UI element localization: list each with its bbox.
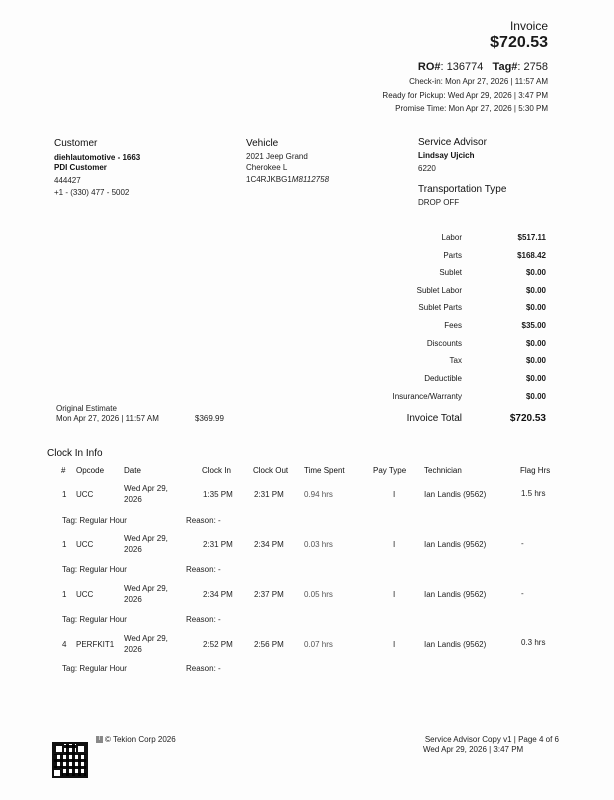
printed-time: Wed Apr 29, 2026 | 3:47 PM bbox=[423, 745, 524, 754]
col-header-technician: Technician bbox=[424, 466, 462, 475]
row-reason bbox=[186, 565, 221, 574]
promise-time: Promise Time: Mon Apr 27, 2026 | 5:30 PM bbox=[395, 104, 548, 113]
summary-label: Sublet Labor bbox=[416, 286, 462, 295]
original-estimate-date: Mon Apr 27, 2026 | 11:57 AM bbox=[56, 414, 159, 423]
row-flag-hrs: - bbox=[521, 539, 524, 548]
row-time-spent: 0.94 hrs bbox=[304, 490, 333, 499]
invoice-total-value: $720.53 bbox=[509, 413, 546, 424]
reason-value: - bbox=[218, 615, 221, 624]
row-time-spent: 0.03 hrs bbox=[304, 540, 333, 549]
row-clock-out: 2:34 PM bbox=[254, 540, 284, 549]
qr-corner-icon bbox=[52, 768, 62, 778]
row-flag-hrs: - bbox=[521, 589, 524, 598]
row-technician: Ian Landis (9562) bbox=[424, 540, 487, 549]
tag-label: Tag: bbox=[62, 516, 78, 525]
row-time-spent: 0.05 hrs bbox=[304, 590, 333, 599]
row-date-year: 2026 bbox=[124, 645, 142, 654]
row-reason bbox=[186, 664, 221, 673]
row-date: Wed Apr 29, bbox=[124, 484, 168, 493]
summary-label: Deductible bbox=[424, 374, 462, 383]
advisor-id: 6220 bbox=[418, 164, 436, 173]
reason-value: - bbox=[218, 516, 221, 525]
summary-value: $517.11 bbox=[517, 233, 546, 242]
row-tag bbox=[62, 565, 127, 574]
customer-type: PDI Customer bbox=[54, 163, 107, 172]
checkin-time: Check-in: Mon Apr 27, 2026 | 11:57 AM bbox=[409, 77, 548, 86]
row-time-spent: 0.07 hrs bbox=[304, 640, 333, 649]
row-date-year: 2026 bbox=[124, 595, 142, 604]
tekion-logo-icon: T bbox=[97, 736, 102, 742]
row-date: Wed Apr 29, bbox=[124, 534, 168, 543]
row-num: 4 bbox=[62, 640, 67, 649]
row-date-year: 2026 bbox=[124, 545, 142, 554]
row-clock-out: 2:31 PM bbox=[254, 490, 284, 499]
col-header-time-spent: Time Spent bbox=[304, 466, 345, 475]
tag-value: Regular Hour bbox=[79, 615, 127, 624]
reason-label: Reason: bbox=[186, 516, 216, 525]
summary-value: $0.00 bbox=[525, 374, 546, 383]
transport-value: DROP OFF bbox=[418, 198, 460, 207]
summary-value: $0.00 bbox=[525, 286, 546, 295]
invoice-total-label: Invoice Total bbox=[406, 413, 462, 424]
customer-phone: +1 - (330) 477 - 5002 bbox=[54, 188, 130, 197]
row-flag-hrs: 1.5 hrs bbox=[521, 489, 546, 498]
col-header-clock-in: Clock In bbox=[202, 466, 231, 475]
ro-number: : 136774 bbox=[440, 61, 484, 73]
summary-value: $0.00 bbox=[525, 339, 546, 348]
row-num: 1 bbox=[62, 590, 67, 599]
col-header-num: # bbox=[61, 466, 66, 475]
row-clock-in: 2:31 PM bbox=[203, 540, 233, 549]
row-technician: Ian Landis (9562) bbox=[424, 640, 487, 649]
row-clock-out: 2:56 PM bbox=[254, 640, 284, 649]
row-pay-type: I bbox=[393, 540, 396, 549]
row-opcode: PERFKIT1 bbox=[76, 640, 115, 649]
col-header-opcode: Opcode bbox=[76, 466, 105, 475]
ro-label: RO# bbox=[417, 61, 441, 73]
advisor-name: Lindsay Ujcich bbox=[418, 151, 475, 160]
row-tag bbox=[62, 664, 127, 673]
tag-number: : 2758 bbox=[517, 61, 548, 73]
row-reason bbox=[186, 516, 221, 525]
row-date-year: 2026 bbox=[124, 495, 142, 504]
summary-value: $0.00 bbox=[525, 303, 546, 312]
summary-label: Tax bbox=[449, 356, 462, 365]
summary-label: Sublet bbox=[439, 268, 462, 277]
ready-time: Ready for Pickup: Wed Apr 29, 2026 | 3:47 PM bbox=[382, 91, 548, 100]
row-date: Wed Apr 29, bbox=[124, 584, 168, 593]
header-total: $720.53 bbox=[490, 34, 548, 51]
tag-value: Regular Hour bbox=[79, 565, 127, 574]
tag-label: Tag# bbox=[492, 61, 518, 73]
copyright: © Tekion Corp 2026 bbox=[105, 735, 176, 744]
summary-label: Discounts bbox=[426, 339, 462, 348]
row-num: 1 bbox=[62, 490, 67, 499]
row-pay-type: I bbox=[393, 490, 396, 499]
tag-value: Regular Hour bbox=[79, 664, 127, 673]
vehicle-heading: Vehicle bbox=[246, 138, 279, 149]
row-num: 1 bbox=[62, 540, 67, 549]
summary-label: Parts bbox=[443, 251, 462, 260]
vehicle-model: 2021 Jeep Grand bbox=[246, 152, 308, 161]
advisor-heading: Service Advisor bbox=[418, 137, 487, 148]
summary-value: $35.00 bbox=[521, 321, 546, 330]
col-header-clock-out: Clock Out bbox=[253, 466, 289, 475]
row-reason bbox=[186, 615, 221, 624]
row-opcode: UCC bbox=[76, 590, 94, 599]
row-technician: Ian Landis (9562) bbox=[424, 490, 487, 499]
reason-value: - bbox=[218, 565, 221, 574]
ro-tag-line bbox=[418, 61, 548, 73]
summary-value: $168.42 bbox=[517, 251, 546, 260]
row-pay-type: I bbox=[393, 640, 396, 649]
vin-suffix: M8112758 bbox=[291, 175, 330, 184]
original-estimate-amount: $369.99 bbox=[195, 414, 224, 423]
col-header-flag-hrs: Flag Hrs bbox=[520, 466, 551, 475]
reason-label: Reason: bbox=[186, 565, 216, 574]
row-clock-in: 2:52 PM bbox=[203, 640, 233, 649]
row-flag-hrs: 0.3 hrs bbox=[521, 638, 546, 647]
vehicle-vin bbox=[246, 175, 329, 184]
customer-name: diehlautomotive - 1663 bbox=[54, 153, 141, 162]
row-tag bbox=[62, 615, 127, 624]
summary-value: $0.00 bbox=[525, 392, 546, 401]
row-date: Wed Apr 29, bbox=[124, 634, 168, 643]
copy-info: Service Advisor Copy v1 | Page 4 of 6 bbox=[424, 735, 559, 744]
transport-heading: Transportation Type bbox=[418, 184, 507, 195]
row-clock-in: 1:35 PM bbox=[203, 490, 233, 499]
col-header-pay-type: Pay Type bbox=[373, 466, 407, 475]
tag-label: Tag: bbox=[62, 664, 78, 673]
reason-label: Reason: bbox=[186, 615, 216, 624]
customer-heading: Customer bbox=[54, 138, 98, 149]
tag-label: Tag: bbox=[62, 615, 78, 624]
col-header-date: Date bbox=[124, 466, 141, 475]
reason-label: Reason: bbox=[186, 664, 216, 673]
row-pay-type: I bbox=[393, 590, 396, 599]
summary-label: Insurance/Warranty bbox=[392, 392, 462, 401]
tag-value: Regular Hour bbox=[79, 516, 127, 525]
vin-prefix: 1C4RJKBG1 bbox=[246, 175, 292, 184]
row-opcode: UCC bbox=[76, 490, 94, 499]
row-opcode: UCC bbox=[76, 540, 94, 549]
tag-label: Tag: bbox=[62, 565, 78, 574]
original-estimate-label: Original Estimate bbox=[56, 404, 117, 413]
clock-in-heading: Clock In Info bbox=[47, 448, 103, 459]
row-clock-out: 2:37 PM bbox=[254, 590, 284, 599]
row-clock-in: 2:34 PM bbox=[203, 590, 233, 599]
row-technician: Ian Landis (9562) bbox=[424, 590, 487, 599]
summary-label: Sublet Parts bbox=[418, 303, 462, 312]
summary-label: Labor bbox=[441, 233, 462, 242]
vehicle-model-line2: Cherokee L bbox=[246, 163, 288, 172]
customer-id: 444427 bbox=[54, 176, 81, 185]
document-label: Invoice bbox=[509, 19, 548, 33]
summary-label: Fees bbox=[444, 321, 462, 330]
summary-value: $0.00 bbox=[525, 356, 546, 365]
reason-value: - bbox=[218, 664, 221, 673]
row-tag bbox=[62, 516, 127, 525]
summary-value: $0.00 bbox=[525, 268, 546, 277]
